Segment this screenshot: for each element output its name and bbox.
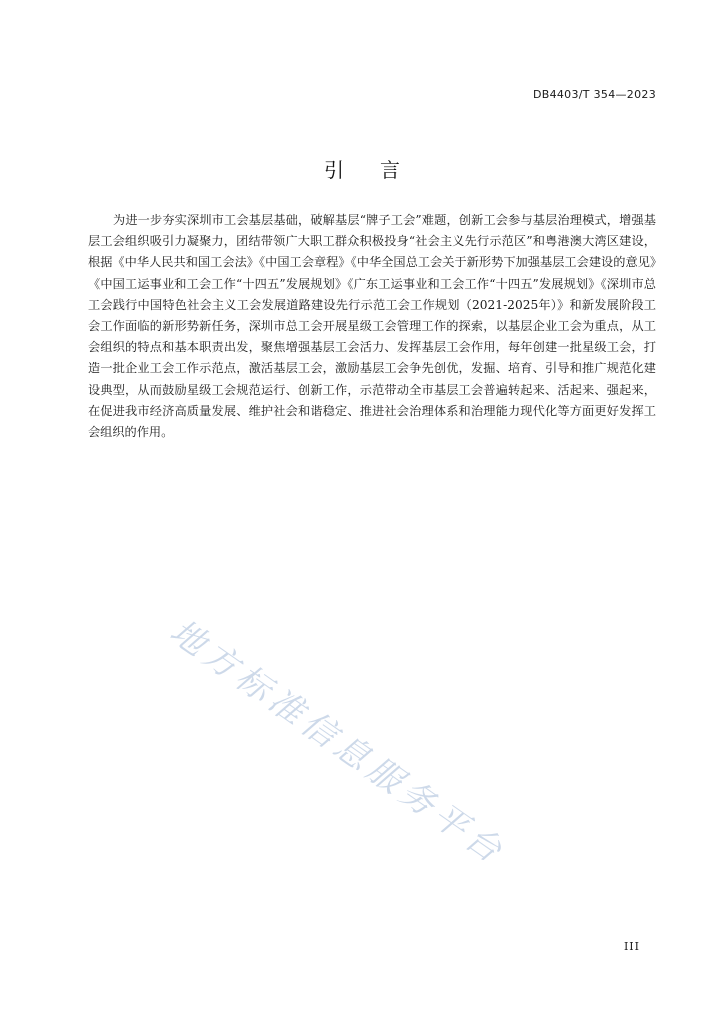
page-number: III: [623, 940, 640, 953]
document-code: DB4403/T 354—2023: [532, 88, 656, 101]
introduction-paragraph: 为进一步夯实深圳市工会基层基础，破解基层“牌子工会”难题，创新工会参与基层治理模式，增强基层工会组织吸引力凝聚力，团结带领广大职工群众积极投身“社会主义先行示范区”和粤港澳大湾区建设，根据《中华人民共和国工会法》《中国工会章程》《中华全国总工会关于新形势下加强基层工会建设的意见》《中国工运事业和工会工作“十四五”发展规划》《广东工运事业和工会工作“十四五”发展规划》《深圳市总工会践行中国特色社会主义工会发展道路建设先行示范工会工作规划（2021-2025年）》和新发展阶段工会工作面临的新形势新任务，深圳市总工会开展星级工会管理工作的探索，以基层企业工会为重点，从工会组织的特点和基本职责出发，聚焦增强基层工会活力、发挥基层工会作用，每年创建一批星级工会，打造一批企业工会工作示范点，激活基层工会，激励基层工会争先创优，发掘、培育、引导和推广规范化建设典型，从而鼓励星级工会规范运行、创新工作，示范带动全市基层工会普遍转起来、活起来、强起来，在促进我市经济高质量发展、维护社会和谐稳定、推进社会治理体系和治理能力现代化等方面更好发挥工会组织的作用。: [88, 213, 656, 440]
watermark: 地方标准信息服务平台: [162, 611, 514, 874]
page-title: 引言: [324, 158, 436, 182]
